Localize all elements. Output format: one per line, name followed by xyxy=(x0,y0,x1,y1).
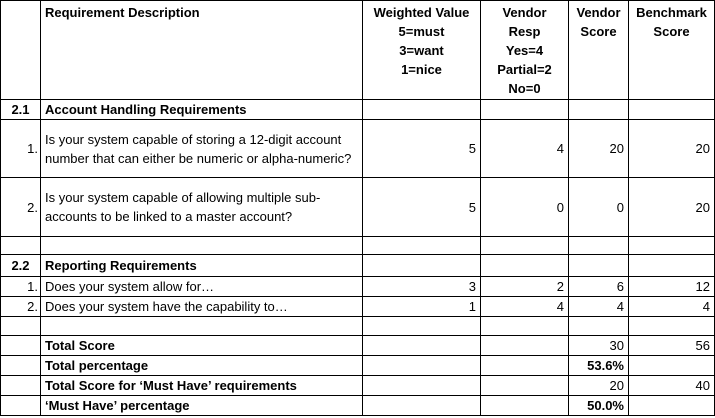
header-vscore-line: Vendor xyxy=(576,5,621,20)
empty-cell xyxy=(481,317,569,336)
empty-cell xyxy=(481,255,569,277)
empty-cell xyxy=(1,376,41,396)
blank-row xyxy=(1,237,715,255)
blank-row xyxy=(1,317,715,336)
row-vendor-resp: 2 xyxy=(481,277,569,297)
empty-cell xyxy=(629,356,715,376)
row-description: Is your system capable of allowing multiple sub-accounts to be linked to a master account? xyxy=(41,178,363,237)
row-benchmark-score: 20 xyxy=(629,120,715,178)
section-row xyxy=(1,255,715,277)
must-have-percentage-row xyxy=(1,396,715,416)
total-score-vendor: 30 xyxy=(569,336,629,356)
section-title: Account Handling Requirements xyxy=(41,100,363,120)
row-index: 1. xyxy=(1,120,41,178)
empty-cell xyxy=(569,255,629,277)
header-index-cell xyxy=(1,1,41,100)
empty-cell xyxy=(363,396,481,416)
requirement-row xyxy=(1,120,715,178)
row-index: 2. xyxy=(1,178,41,237)
empty-cell xyxy=(569,100,629,120)
empty-cell xyxy=(569,237,629,255)
empty-cell xyxy=(363,376,481,396)
total-score-benchmark: 56 xyxy=(629,336,715,356)
header-weighted-line: 3=want xyxy=(399,43,444,58)
empty-cell xyxy=(569,317,629,336)
row-vendor-resp: 0 xyxy=(481,178,569,237)
requirement-row xyxy=(1,297,715,317)
empty-cell xyxy=(629,396,715,416)
total-percentage-vendor: 53.6% xyxy=(569,356,629,376)
empty-cell xyxy=(1,396,41,416)
section-title: Reporting Requirements xyxy=(41,255,363,277)
section-row xyxy=(1,100,715,120)
row-benchmark-score: 4 xyxy=(629,297,715,317)
header-resp-line: No=0 xyxy=(508,81,541,96)
empty-cell xyxy=(41,317,363,336)
header-weighted-line: Weighted Value xyxy=(373,5,470,20)
header-row xyxy=(1,1,715,100)
empty-cell xyxy=(1,317,41,336)
row-weighted-value: 1 xyxy=(363,297,481,317)
row-vendor-resp: 4 xyxy=(481,297,569,317)
header-vscore-line: Score xyxy=(580,24,617,39)
empty-cell xyxy=(1,237,41,255)
row-vendor-score: 20 xyxy=(569,120,629,178)
empty-cell xyxy=(481,376,569,396)
header-benchmark-score xyxy=(629,1,715,100)
header-resp-line: Yes=4 xyxy=(505,43,544,58)
empty-cell xyxy=(629,100,715,120)
total-percentage-row xyxy=(1,356,715,376)
header-resp-line: Partial=2 xyxy=(497,62,552,77)
empty-cell xyxy=(481,396,569,416)
row-description: Is your system capable of storing a 12-digit account number that can either be numeric or alpha-numeric? xyxy=(41,120,363,178)
header-resp-line: Vendor xyxy=(502,5,547,20)
empty-cell xyxy=(363,317,481,336)
row-weighted-value: 5 xyxy=(363,120,481,178)
row-description: Does your system have the capability to… xyxy=(41,297,363,317)
row-weighted-value: 5 xyxy=(363,178,481,237)
header-resp-line: Resp xyxy=(508,24,541,39)
row-description: Does your system allow for… xyxy=(41,277,363,297)
empty-cell xyxy=(481,100,569,120)
empty-cell xyxy=(481,237,569,255)
empty-cell xyxy=(41,237,363,255)
header-weighted-value xyxy=(363,1,481,100)
empty-cell xyxy=(629,255,715,277)
requirement-row xyxy=(1,277,715,297)
row-vendor-score: 0 xyxy=(569,178,629,237)
header-weighted-line: 1=nice xyxy=(401,62,442,77)
empty-cell xyxy=(1,356,41,376)
empty-cell xyxy=(481,356,569,376)
header-vendor-resp xyxy=(481,1,569,100)
must-have-score-label: Total Score for ‘Must Have’ requirements xyxy=(41,376,363,396)
must-have-percentage-label: ‘Must Have’ percentage xyxy=(41,396,363,416)
empty-cell xyxy=(363,255,481,277)
header-bscore-line: Benchmark xyxy=(636,5,707,20)
empty-cell xyxy=(363,100,481,120)
row-benchmark-score: 20 xyxy=(629,178,715,237)
total-percentage-label: Total percentage xyxy=(41,356,363,376)
must-have-score-row xyxy=(1,376,715,396)
empty-cell xyxy=(629,317,715,336)
empty-cell xyxy=(481,336,569,356)
total-score-row xyxy=(1,336,715,356)
row-vendor-resp: 4 xyxy=(481,120,569,178)
empty-cell xyxy=(363,237,481,255)
header-weighted-line: 5=must xyxy=(398,24,445,39)
requirement-row xyxy=(1,178,715,237)
empty-cell xyxy=(1,336,41,356)
section-number: 2.1 xyxy=(1,100,41,120)
row-weighted-value: 3 xyxy=(363,277,481,297)
header-vendor-score xyxy=(569,1,629,100)
row-index: 1. xyxy=(1,277,41,297)
header-bscore-line: Score xyxy=(653,24,690,39)
must-have-percentage-vendor: 50.0% xyxy=(569,396,629,416)
row-vendor-score: 6 xyxy=(569,277,629,297)
total-score-label: Total Score xyxy=(41,336,363,356)
empty-cell xyxy=(363,356,481,376)
header-description: Requirement Description xyxy=(41,1,363,100)
row-index: 2. xyxy=(1,297,41,317)
row-benchmark-score: 12 xyxy=(629,277,715,297)
must-have-score-vendor: 20 xyxy=(569,376,629,396)
must-have-score-benchmark: 40 xyxy=(629,376,715,396)
empty-cell xyxy=(363,336,481,356)
empty-cell xyxy=(629,237,715,255)
section-number: 2.2 xyxy=(1,255,41,277)
row-vendor-score: 4 xyxy=(569,297,629,317)
